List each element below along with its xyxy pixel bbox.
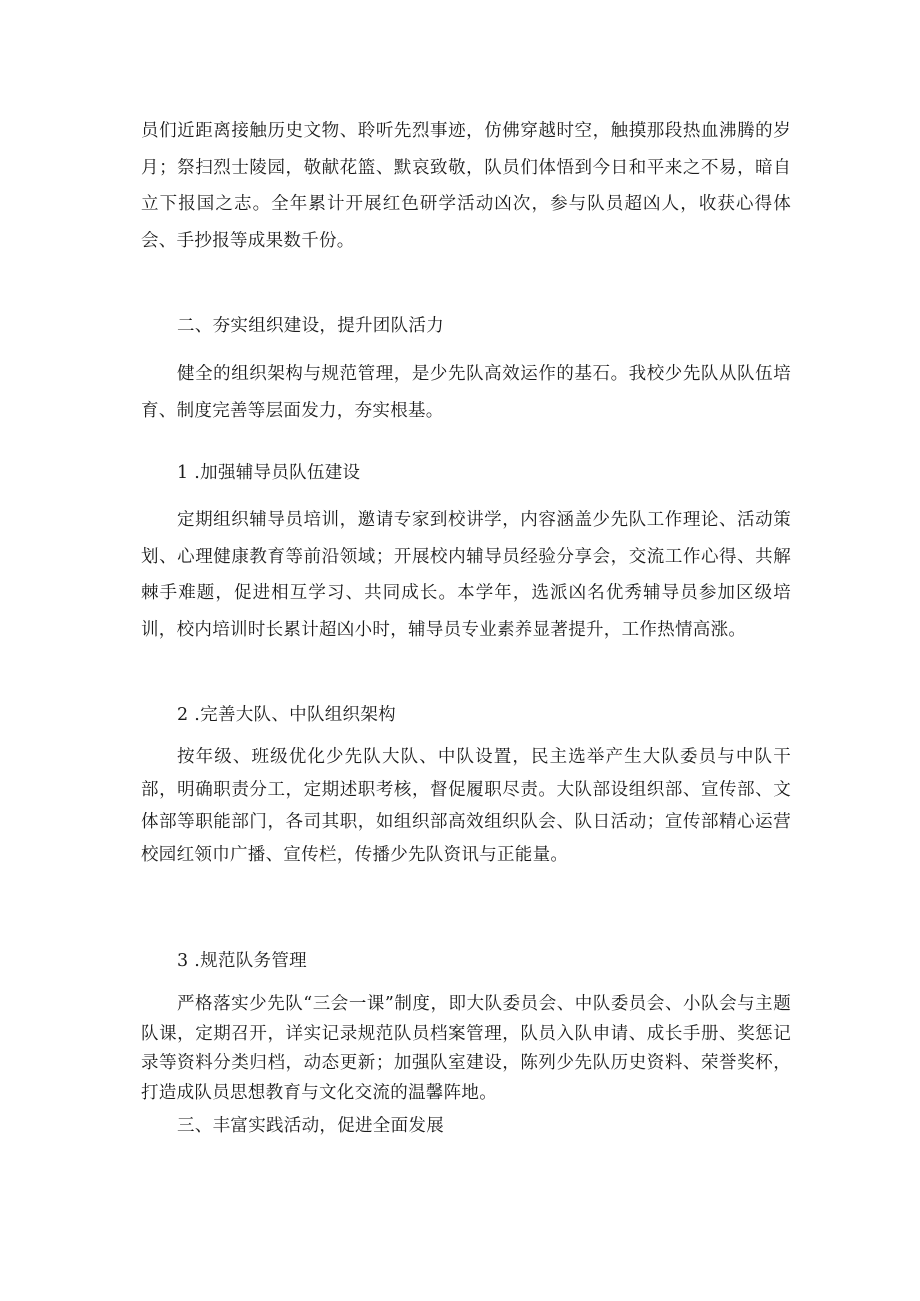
paragraph-red-study-continued: 员们近距离接触历史文物、聆听先烈事迹，仿佛穿越时空，触摸那段热血沸腾的岁月；祭扫烈士陵园，敬献花篮、默哀致敬，队员们体悟到今日和平来之不易，暗自立下报国之志。全年累计开展红色研学活动凶次，参与队员超凶人，收获心得体会、手抄报等成果数千份。 (141, 121, 791, 251)
paragraph-counselor-team: 定期组织辅导员培训，邀请专家到校讲学，内容涵盖少先队工作理论、活动策划、心理健康教育等前沿领域；开展校内辅导员经验分享会，交流工作心得、共解棘手难题，促进相互学习、共同成长。本学年，选派凶名优秀辅导员参加区级培训，校内培训时长累计超凶小时，辅导员专业素养显著提升，工作热情高涨。 (141, 510, 791, 640)
paragraph-brigade-structure: 按年级、班级优化少先队大队、中队设置，民主选举产生大队委员与中队干部，明确职责分工，定期述职考核，督促履职尽责。大队部设组织部、宣传部、文体部等职能部门，各司其职，如组织部高效组织队会、队日活动；宣传部精心运营校园红领巾广播、宣传栏，传播少先队资讯与正能量。 (141, 747, 791, 865)
subheading-brigade-structure: 2 .完善大队、中队组织架构 (177, 705, 396, 725)
section-heading-practice: 三、丰富实践活动，促进全面发展 (177, 1116, 444, 1136)
subheading-affairs-management: 3 .规范队务管理 (177, 951, 307, 971)
paragraph-affairs-management: 严格落实少先队“三会一课”制度，即大队委员会、中队委员会、小队会与主题队课，定期召开，详实记录规范队员档案管理，队员入队申请、成长手册、奖惩记录等资料分类归档，动态更新；加强队室建设，陈列少先队历史资料、荣誉奖杯，打造成队员思想教育与文化交流的温馨阵地。 (141, 994, 791, 1103)
paragraph-organization-intro: 健全的组织架构与规范管理，是少先队高效运作的基石。我校少先队从队伍培育、制度完善等层面发力，夯实根基。 (141, 364, 791, 421)
section-heading-organization: 二、夯实组织建设，提升团队活力 (177, 316, 444, 336)
subheading-counselor-team: 1 .加强辅导员队伍建设 (177, 463, 361, 483)
